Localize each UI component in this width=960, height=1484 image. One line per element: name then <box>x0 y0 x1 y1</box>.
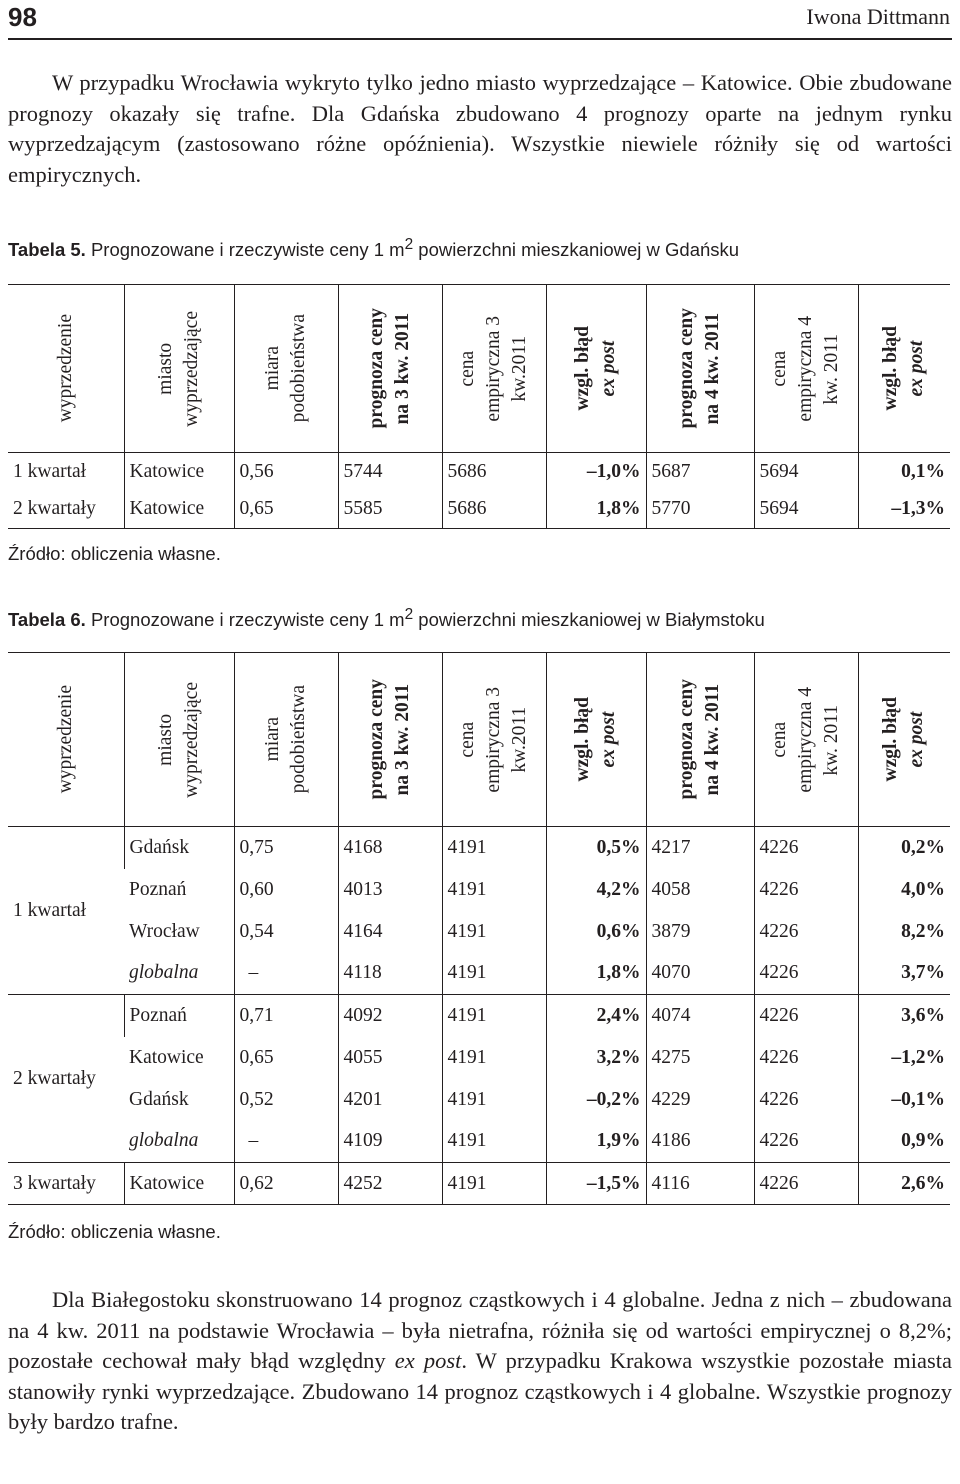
cell-f3: 5585 <box>338 491 442 529</box>
cell-f4: 4058 <box>646 869 754 911</box>
table5-col-f3: prognoza ceny na 3 kw. 2011 <box>338 285 442 453</box>
cell-city: Katowice <box>124 1163 234 1205</box>
table6 <box>8 652 950 1205</box>
cell-err3: 1,8% <box>546 953 646 995</box>
cell-e3: 4191 <box>442 1079 546 1121</box>
table5-col-f4: prognoza ceny na 4 kw. 2011 <box>646 285 754 453</box>
table6-header-row <box>8 653 950 827</box>
cell-f4: 4275 <box>646 1037 754 1079</box>
table-row <box>8 911 950 953</box>
cell-err4: –1,2% <box>858 1037 950 1079</box>
cell-city-global: globalna <box>129 962 199 984</box>
table-row <box>8 995 950 1037</box>
intro-text: W przypadku Wrocławia wykryto tylko jedno miasto wyprzedzające – Katowice. Obie zbudowane prognozy okazały się trafne. Dla Gdańska zbudowano 4 prognozy oparte na jednym rynku wyprzedzającym (zastosowano różne opóźnienia). Wszystkie niewiele różniły się od wartości empirycznych. <box>8 70 952 187</box>
table5-col-lead: wyprzedzenie <box>8 285 124 453</box>
cell-sim: 0,65 <box>234 1037 338 1079</box>
cell-e4: 4226 <box>754 1121 858 1163</box>
cell-err3: –0,2% <box>546 1079 646 1121</box>
table6-col-err4: wzgl. błąd ex post <box>858 653 950 827</box>
table5-caption-text: Prognozowane i rzeczywiste ceny 1 m <box>90 239 405 261</box>
cell-e3: 4191 <box>442 953 546 995</box>
table5-col-sim: miara podobieństwa <box>234 285 338 453</box>
table-row <box>8 1079 950 1121</box>
table6-caption <box>8 606 765 631</box>
cell-e4: 4226 <box>754 869 858 911</box>
cell-f4: 3879 <box>646 911 754 953</box>
cell-f3: 4252 <box>338 1163 442 1205</box>
cell-sim: 0,71 <box>234 995 338 1037</box>
cell-city: Gdańsk <box>124 827 234 869</box>
table-row <box>8 1037 950 1079</box>
cell-sim: 0,60 <box>234 869 338 911</box>
cell-f3: 4055 <box>338 1037 442 1079</box>
cell-e3: 4191 <box>442 1121 546 1163</box>
cell-err4: –1,3% <box>858 491 950 529</box>
cell-err4: 8,2% <box>858 911 950 953</box>
table-row <box>8 491 950 529</box>
cell-e4: 4226 <box>754 911 858 953</box>
cell-city-global: globalna <box>129 1130 199 1152</box>
cell-err3: 1,9% <box>546 1121 646 1163</box>
cell-f3: 5744 <box>338 453 442 491</box>
cell-err3: 1,8% <box>546 491 646 529</box>
cell-e4: 5694 <box>754 453 858 491</box>
cell-e3: 5686 <box>442 491 546 529</box>
cell-lead: 2 kwartały <box>8 491 124 529</box>
cell-err3: 0,5% <box>546 827 646 869</box>
cell-f4: 4070 <box>646 953 754 995</box>
table-row <box>8 1121 950 1163</box>
intro-paragraph <box>8 68 952 190</box>
cell-e3: 4191 <box>442 827 546 869</box>
cell-f3: 4168 <box>338 827 442 869</box>
cell-err4: 4,0% <box>858 869 950 911</box>
cell-err4: –0,1% <box>858 1079 950 1121</box>
cell-sim: 0,54 <box>234 911 338 953</box>
cell-e4: 4226 <box>754 1079 858 1121</box>
cell-f4: 5687 <box>646 453 754 491</box>
cell-f3: 4118 <box>338 953 442 995</box>
cell-err3: –1,0% <box>546 453 646 491</box>
table5-caption-text-end: powierzchni mieszkaniowej w Gdańsku <box>413 239 740 261</box>
cell-err3: 0,6% <box>546 911 646 953</box>
cell-sim: – <box>234 1121 338 1163</box>
table-row <box>8 869 950 911</box>
table6-col-e3: cena empiryczna 3 kw.2011 <box>442 653 546 827</box>
cell-city: Gdańsk <box>129 1088 189 1110</box>
cell-e3: 4191 <box>442 995 546 1037</box>
cell-e3: 5686 <box>442 453 546 491</box>
table6-source: Źródło: obliczenia własne. <box>8 1221 221 1242</box>
cell-sim: – <box>234 953 338 995</box>
table6-col-f3: prognoza ceny na 3 kw. 2011 <box>338 653 442 827</box>
group-lead-2: 2 kwartały <box>8 995 124 1163</box>
table6-col-sim: miara podobieństwa <box>234 653 338 827</box>
cell-city: Poznań <box>124 995 234 1037</box>
cell-e4: 4226 <box>754 953 858 995</box>
table5-col-city: miasto wyprzedzające <box>124 285 234 453</box>
cell-f3: 4201 <box>338 1079 442 1121</box>
table5-source: Źródło: obliczenia własne. <box>8 543 221 564</box>
cell-sim: 0,75 <box>234 827 338 869</box>
cell-f3: 4109 <box>338 1121 442 1163</box>
table6-label: Tabela 6. <box>8 609 86 631</box>
cell-e3: 4191 <box>442 869 546 911</box>
table-row <box>8 1163 950 1205</box>
cell-sim: 0,52 <box>234 1079 338 1121</box>
cell-e3: 4191 <box>442 1163 546 1205</box>
cell-sim: 0,62 <box>234 1163 338 1205</box>
cell-err3: 4,2% <box>546 869 646 911</box>
cell-f4: 4229 <box>646 1079 754 1121</box>
table5-caption <box>8 236 739 261</box>
cell-city: Katowice <box>124 491 234 529</box>
cell-f4: 4116 <box>646 1163 754 1205</box>
cell-err4: 0,9% <box>858 1121 950 1163</box>
table6-col-f4: prognoza ceny na 4 kw. 2011 <box>646 653 754 827</box>
table6-caption-text-end: powierzchni mieszkaniowej w Białymstoku <box>413 609 765 631</box>
cell-e4: 4226 <box>754 1163 858 1205</box>
cell-f4: 4074 <box>646 995 754 1037</box>
cell-city: Katowice <box>124 453 234 491</box>
closing-text: Dla Białegostoku skonstruowano 14 prognoz cząstkowych i 4 globalne. Jedna z nich – zbudowana na 4 kw. 2011 na podstawie Wrocławia – była nietrafna, różniła się od wartości empirycznej o 8,2%; pozostałe cechował mały błąd względny ex post. W przypadku Krakowa wszystkie pozostałe miasta stanowiły rynki wyprzedzające. Zbudowano 14 prognoz cząstkowych i 4 globalne. Wszystkie prognozy były bardzo trafne. <box>8 1287 952 1434</box>
cell-sim: 0,56 <box>234 453 338 491</box>
table-row <box>8 827 950 869</box>
cell-e4: 4226 <box>754 1037 858 1079</box>
cell-e3: 4191 <box>442 1037 546 1079</box>
cell-f4: 4217 <box>646 827 754 869</box>
table6-caption-sup: 2 <box>404 606 414 623</box>
cell-lead: 1 kwartał <box>13 460 87 482</box>
page-header <box>8 0 952 40</box>
table5 <box>8 284 950 529</box>
page-number: 98 <box>8 2 37 32</box>
cell-err3: 3,2% <box>546 1037 646 1079</box>
table5-col-err3: wzgl. błąd ex post <box>546 285 646 453</box>
closing-paragraph <box>8 1285 952 1438</box>
table-row <box>8 453 950 491</box>
table6-col-e4: cena empiryczna 4 kw. 2011 <box>754 653 858 827</box>
running-author: Iwona Dittmann <box>806 4 950 29</box>
cell-f3: 4092 <box>338 995 442 1037</box>
cell-f3: 4164 <box>338 911 442 953</box>
cell-f4: 5770 <box>646 491 754 529</box>
cell-e4: 5694 <box>754 491 858 529</box>
cell-err4: 2,6% <box>858 1163 950 1205</box>
cell-e3: 4191 <box>442 911 546 953</box>
table6-col-err3: wzgl. błąd ex post <box>546 653 646 827</box>
table6-caption-text: Prognozowane i rzeczywiste ceny 1 m <box>90 609 405 631</box>
cell-city: Katowice <box>129 1046 204 1068</box>
cell-e4: 4226 <box>754 995 858 1037</box>
group-lead-1: 1 kwartał <box>13 899 87 921</box>
table5-caption-sup: 2 <box>404 236 414 253</box>
table6-col-lead: wyprzedzenie <box>8 653 124 827</box>
table5-label: Tabela 5. <box>8 239 86 261</box>
cell-city: Wrocław <box>129 920 200 942</box>
cell-err4: 0,1% <box>858 453 950 491</box>
table5-col-e4: cena empiryczna 4 kw. 2011 <box>754 285 858 453</box>
cell-err3: –1,5% <box>546 1163 646 1205</box>
cell-sim: 0,65 <box>234 491 338 529</box>
table5-header-row <box>8 285 950 453</box>
cell-e4: 4226 <box>754 827 858 869</box>
cell-err4: 0,2% <box>858 827 950 869</box>
table6-col-city: miasto wyprzedzające <box>124 653 234 827</box>
cell-err4: 3,7% <box>858 953 950 995</box>
table-row <box>8 953 950 995</box>
cell-city: Poznań <box>129 878 187 900</box>
cell-f3: 4013 <box>338 869 442 911</box>
cell-err3: 2,4% <box>546 995 646 1037</box>
table5-col-e3: cena empiryczna 3 kw.2011 <box>442 285 546 453</box>
table5-col-err4: wzgl. błąd ex post <box>858 285 950 453</box>
group-lead-3: 3 kwartały <box>8 1163 124 1205</box>
cell-f4: 4186 <box>646 1121 754 1163</box>
cell-err4: 3,6% <box>858 995 950 1037</box>
